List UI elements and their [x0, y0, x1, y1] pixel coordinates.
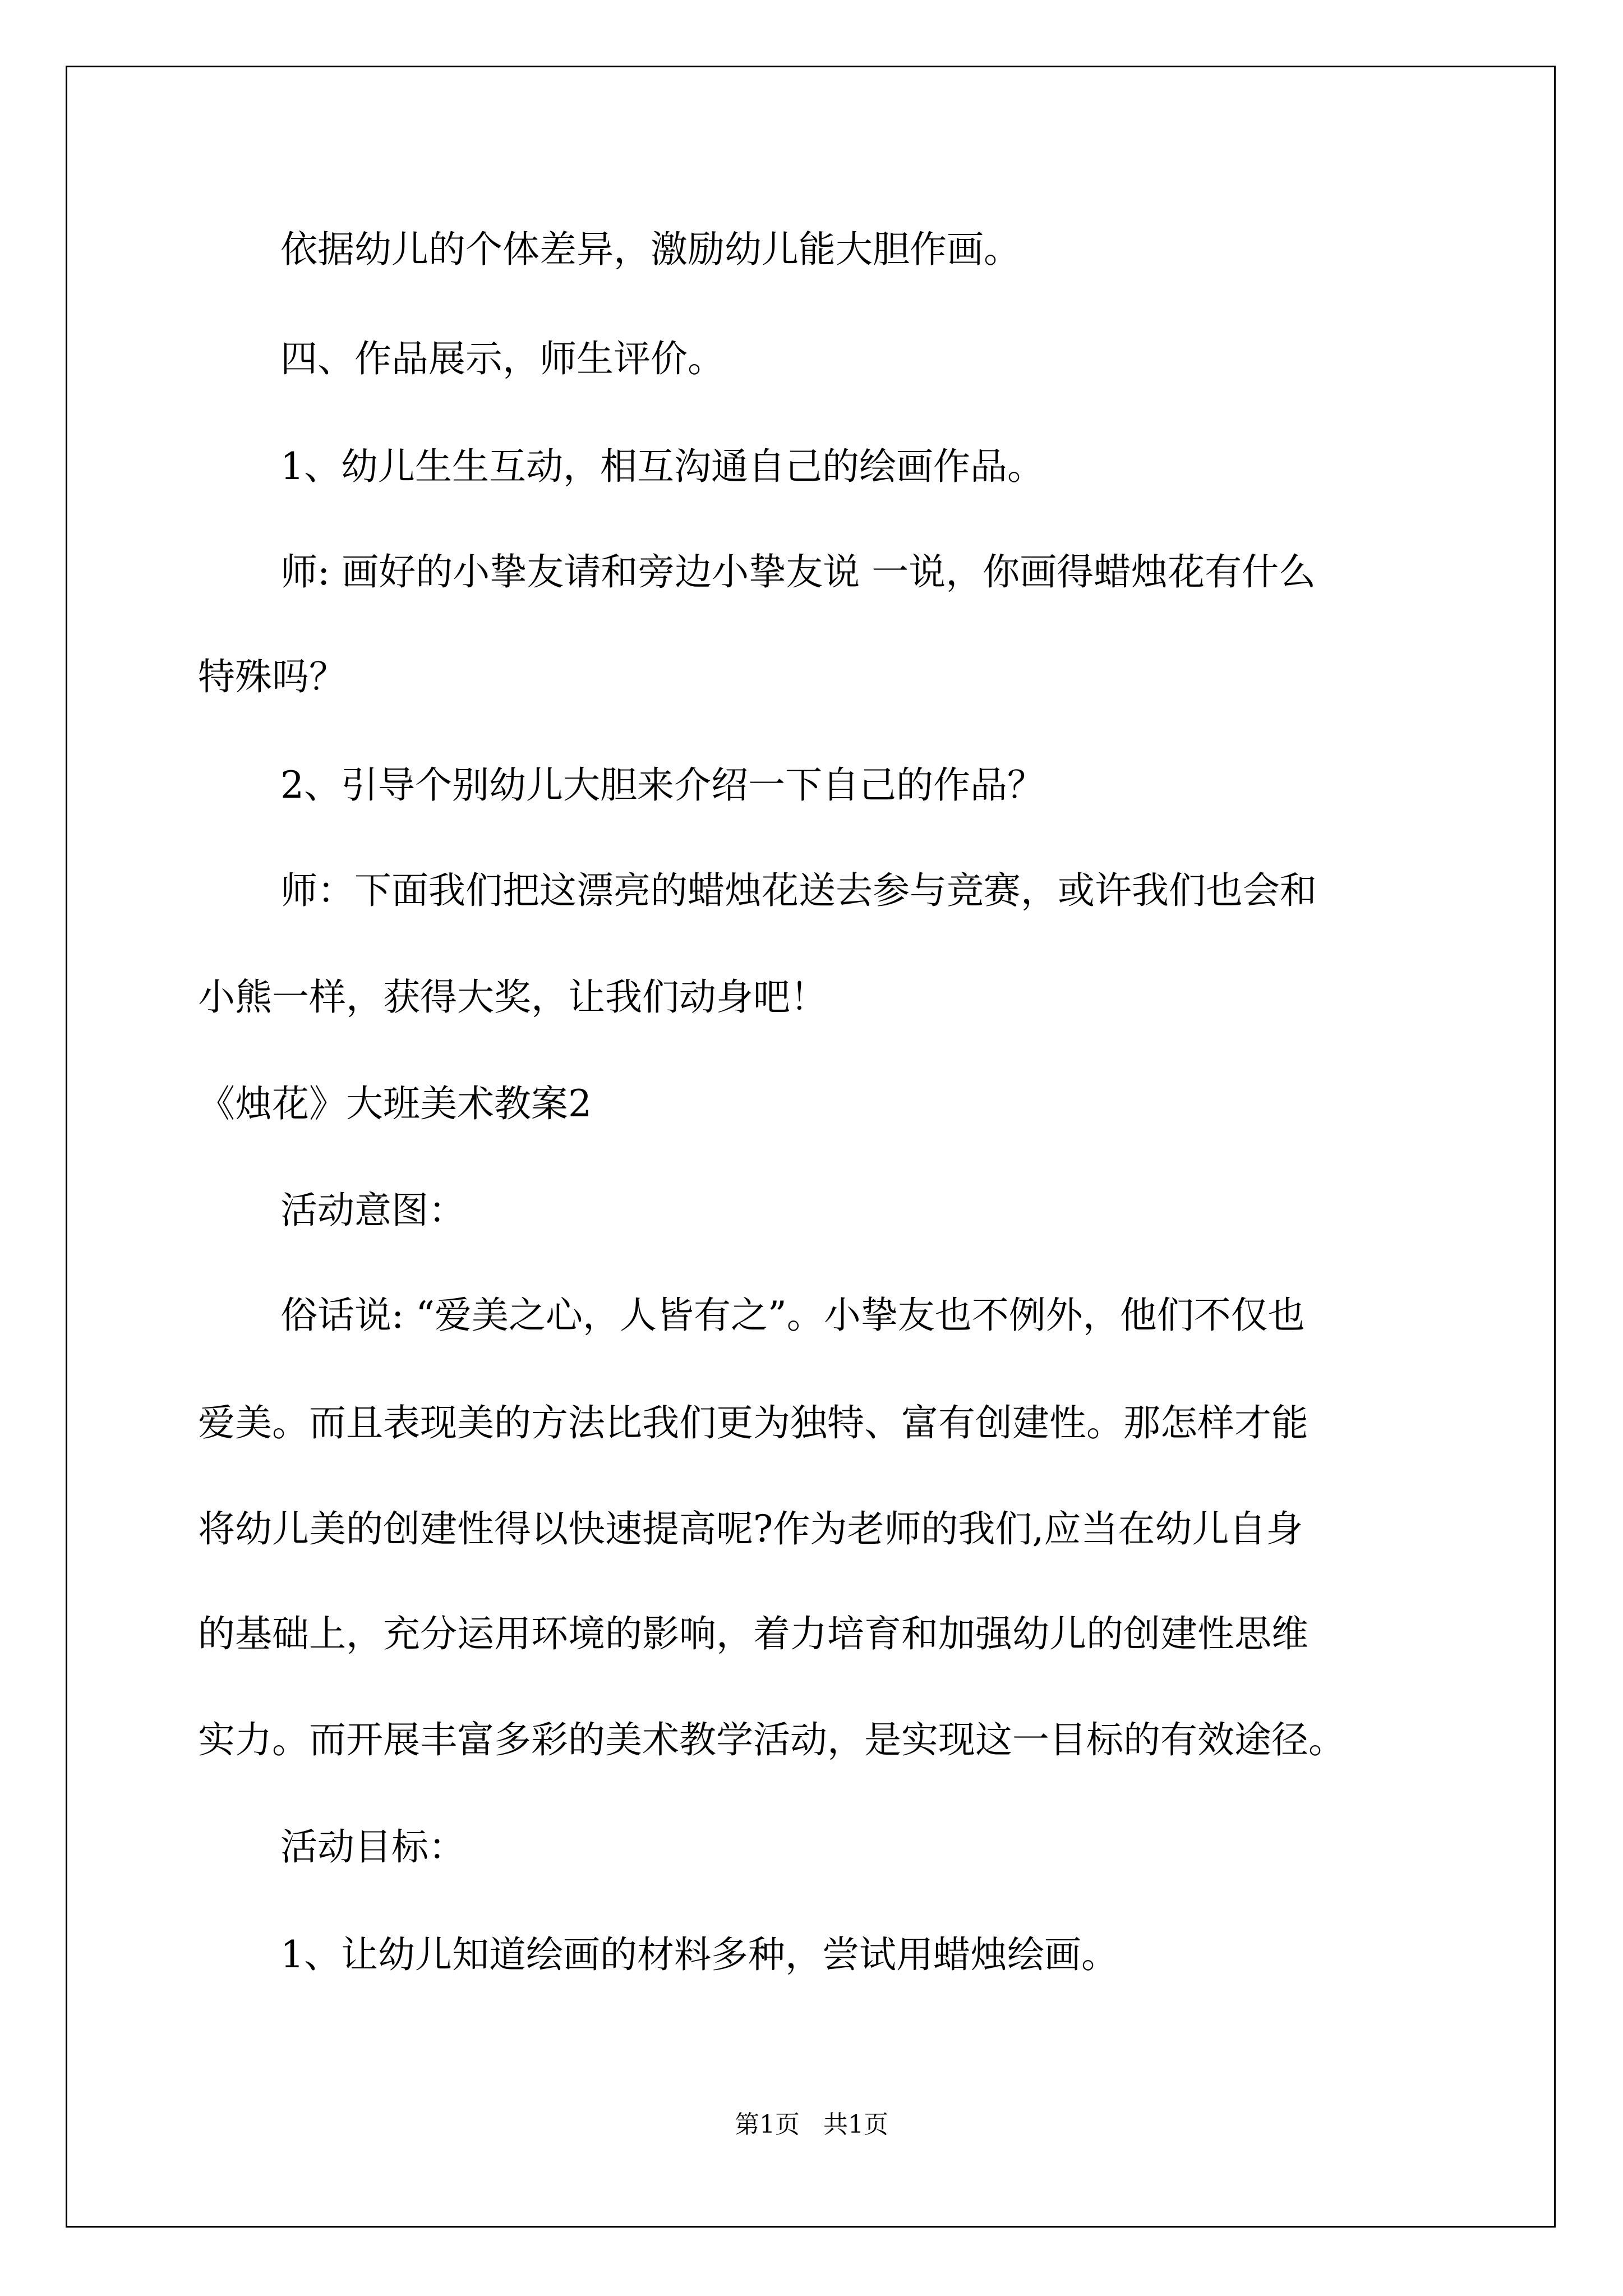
page-number-footer: 第1页 共1页: [735, 2110, 888, 2139]
paragraph-line: 的基础上，充分运用环境的影响，着力培育和加强幼儿的创建性思维: [198, 1612, 1308, 1655]
section-heading: 四、作品展示，师生评价。: [280, 337, 725, 380]
paragraph-line: 将幼儿美的创建性得以快速提高呢?作为老师的我们,应当在幼儿自身: [198, 1507, 1303, 1550]
list-item: 2、引导个别幼儿大胆来介绍一下自己的作品？: [280, 763, 1044, 807]
list-item: 1、幼儿生生互动，相互沟通自己的绘画作品。: [280, 445, 1044, 488]
paragraph-line: 爱美。而且表现美的方法比我们更为独特、富有创建性。那怎样才能: [198, 1401, 1308, 1444]
list-item: 1、让幼儿知道绘画的材料多种，尝试用蜡烛绘画。: [280, 1933, 1118, 1976]
paragraph-line: 特殊吗？: [198, 655, 346, 698]
section-heading: 活动意图：: [280, 1189, 465, 1232]
paragraph-line: 小熊一样，获得大奖，让我们动身吧！: [198, 976, 827, 1019]
paragraph-line: 依据幼儿的个体差异，激励幼儿能大胆作画。: [280, 228, 1021, 271]
paragraph-line: 实力。而开展丰富多彩的美术教学活动，是实现这一目标的有效途径。: [198, 1718, 1345, 1761]
paragraph-line: 师：下面我们把这漂亮的蜡烛花送去参与竞赛，或许我们也会和: [280, 869, 1317, 912]
document-title: 《烛花》大班美术教案2: [198, 1082, 592, 1125]
section-heading: 活动目标：: [280, 1825, 465, 1869]
page-border: [66, 66, 1556, 2228]
paragraph-line: 师: 画好的小挚友请和旁边小挚友说 一说，你画得蜡烛花有什么: [280, 550, 1316, 593]
paragraph-line: 俗话说: “爱美之心，人皆有之”。小挚友也不例外，他们不仅也: [280, 1294, 1305, 1337]
